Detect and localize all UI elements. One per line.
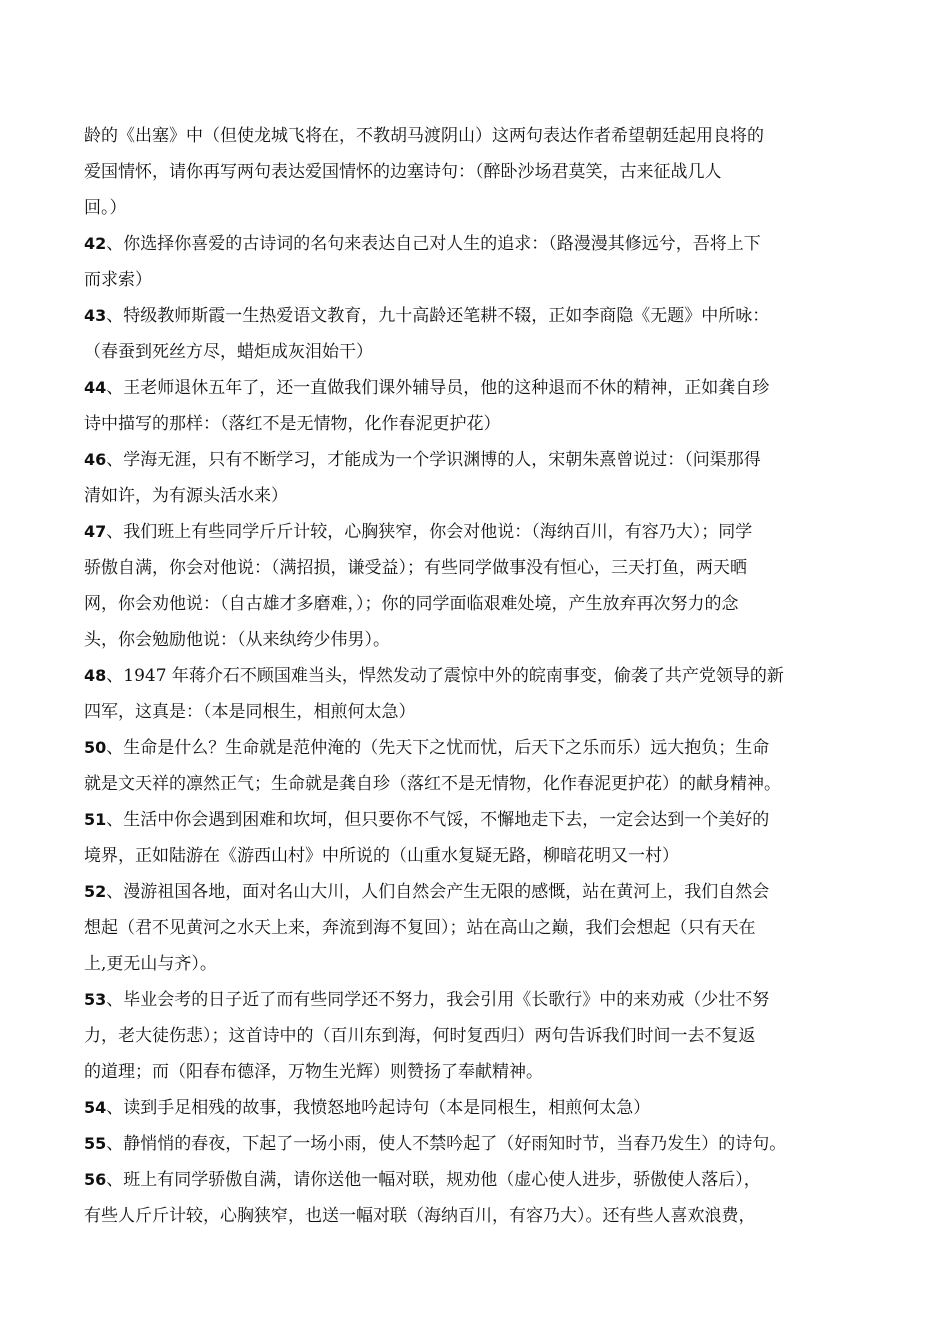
question-number: 42 (84, 234, 107, 253)
text-line: 的道理；而（阳春布德泽，万物生光辉）则赞扬了奉献精神。 (84, 1062, 543, 1082)
question-text: 、班上有同学骄傲自满，请你送他一幅对联，规劝他（虚心使人进步，骄傲使人落后）， (106, 1170, 761, 1190)
text-line (84, 730, 874, 766)
question-55 (84, 1126, 874, 1162)
text-line: 诗中描写的那样：（落红不是无情物，化作春泥更护花） (84, 414, 501, 434)
text-line: 想起（君不见黄河之水天上来，奔流到海不复回）；站在高山之巅，我们会想起（只有天在 (84, 918, 756, 938)
text-line: 有些人斤斤计较，心胸狭窄，也送一幅对联（海纳百川，有容乃大）。还有些人喜欢浪费， (84, 1206, 756, 1226)
question-number: 51 (84, 810, 107, 829)
question-56 (84, 1162, 874, 1234)
text-line: 力，老大徒伤悲）；这首诗中的（百川东到海，何时复西归）两句告诉我们时间一去不复返 (84, 1026, 756, 1046)
text-line (84, 1162, 874, 1198)
question-44 (84, 370, 874, 442)
question-text: 、王老师退休五年了，还一直做我们课外辅导员，他的这种退而不休的精神，正如龚自珍 (106, 378, 770, 398)
question-47 (84, 514, 874, 658)
text-line: 爱国情怀，请你再写两句表达爱国情怀的边塞诗句：（醉卧沙场君莫笑，古来征战几人 (84, 162, 722, 182)
question-number: 53 (84, 990, 107, 1009)
text-line: 网，你会劝他说：（自古雄才多磨难，）；你的同学面临艰难处境，产生放弃再次努力的念 (84, 594, 739, 614)
text-line: 而求索） (84, 270, 152, 290)
question-43 (84, 298, 874, 370)
text-line: 四军，这真是：（本是同根生，相煎何太急） (84, 702, 416, 722)
text-line (84, 298, 874, 334)
question-text: 、静悄悄的春夜，下起了一场小雨，使人不禁吟起了（好雨知时节，当春乃发生）的诗句。 (106, 1134, 787, 1154)
question-text: 、生命是什么？生命就是范仲淹的（先天下之忧而忧，后天下之乐而乐）远大抱负；生命 (106, 738, 770, 758)
question-46 (84, 442, 874, 514)
document-page (84, 118, 874, 1234)
question-text: 、我们班上有些同学斤斤计较，心胸狭窄，你会对他说：（海纳百川，有容乃大）；同学 (106, 522, 753, 542)
question-number: 44 (84, 378, 107, 397)
question-53 (84, 982, 874, 1090)
question-text: 、学海无涯，只有不断学习，才能成为一个学识渊博的人，宋朝朱熹曾说过：（问渠那得 (106, 450, 761, 470)
question-text: 、特级教师斯霞一生热爱语文教育，九十高龄还笔耕不辍，正如李商隐《无题》中所咏： (106, 306, 770, 326)
text-line (84, 982, 874, 1018)
text-line (84, 1126, 874, 1162)
text-line (84, 658, 874, 694)
question-54 (84, 1090, 874, 1126)
question-text: 、漫游祖国各地，面对名山大川，人们自然会产生无限的感慨，站在黄河上，我们自然会 (106, 882, 770, 902)
question-text: 、读到手足相残的故事，我愤怒地吟起诗句（本是同根生，相煎何太急） (106, 1098, 651, 1118)
text-line: 头，你会勉励他说：（从来纨绔少伟男）。 (84, 630, 390, 650)
question-number: 46 (84, 450, 107, 469)
text-line (84, 370, 874, 406)
text-line: 骄傲自满，你会对他说：（满招损，谦受益）；有些同学做事没有恒心，三天打鱼，两天晒 (84, 558, 747, 578)
text-line (84, 874, 874, 910)
text-line: （春蚕到死丝方尽，蜡炬成灰泪始干） (84, 342, 373, 362)
question-51 (84, 802, 874, 874)
text-line: 就是文天祥的凛然正气；生命就是龚自珍（落红不是无情物，化作春泥更护花）的献身精神。 (84, 774, 781, 794)
question-number: 43 (84, 306, 107, 325)
question-text: 、1947 年蒋介石不顾国难当头，悍然发动了震惊中外的皖南事变，偷袭了共产党领导的新 (106, 666, 784, 686)
question-number: 55 (84, 1134, 107, 1153)
text-line: 清如许，为有源头活水来） (84, 486, 288, 506)
text-line: 回。） (84, 198, 127, 218)
question-50 (84, 730, 874, 802)
text-line (84, 514, 874, 550)
text-line: 境界，正如陆游在《游西山村》中所说的（山重水复疑无路，柳暗花明又一村） (84, 846, 679, 866)
question-number: 50 (84, 738, 107, 757)
question-number: 47 (84, 522, 107, 541)
text-line (84, 442, 874, 478)
text-line (84, 1090, 874, 1126)
paragraph-intro (84, 118, 874, 226)
question-number: 52 (84, 882, 107, 901)
question-number: 56 (84, 1170, 107, 1189)
question-number: 54 (84, 1098, 107, 1117)
text-line: 上,更无山与齐）。 (84, 954, 217, 974)
question-text: 、毕业会考的日子近了而有些同学还不努力，我会引用《长歌行》中的来劝戒（少壮不努 (106, 990, 770, 1010)
question-text: 、你选择你喜爱的古诗词的名句来表达自己对人生的追求：（路漫漫其修远兮，吾将上下 (106, 234, 761, 254)
text-line (84, 802, 874, 838)
question-52 (84, 874, 874, 982)
text-line (84, 226, 874, 262)
question-48 (84, 658, 874, 730)
question-text: 、生活中你会遇到困难和坎坷，但只要你不气馁，不懈地走下去，一定会达到一个美好的 (106, 810, 770, 830)
text-line: 龄的《出塞》中（但使龙城飞将在，不教胡马渡阴山）这两句表达作者希望朝廷起用良将的 (84, 126, 764, 146)
question-number: 48 (84, 666, 107, 685)
question-42 (84, 226, 874, 298)
